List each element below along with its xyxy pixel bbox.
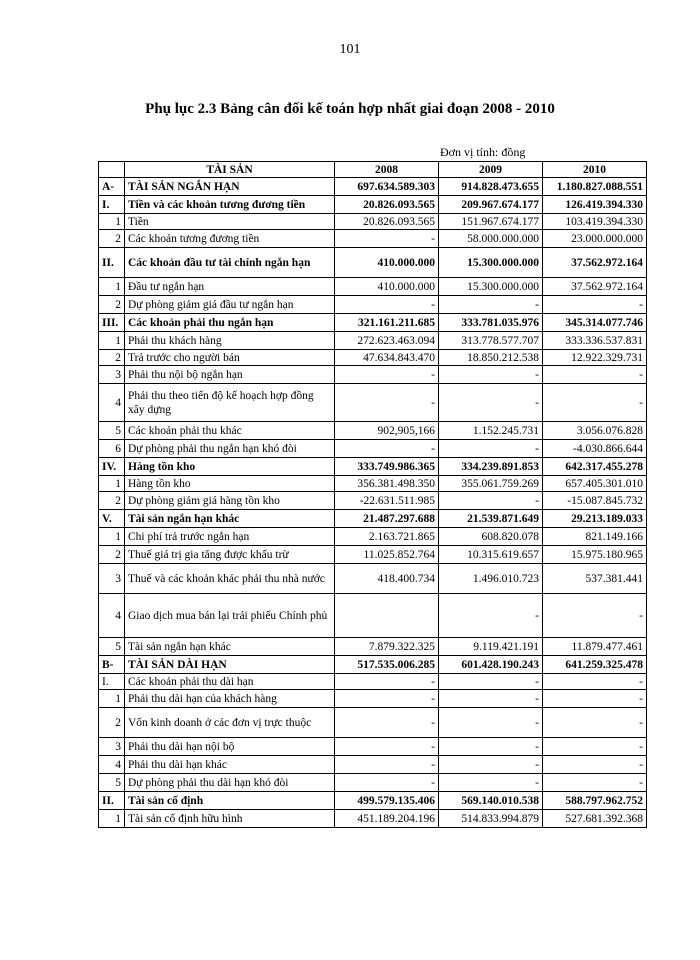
value-2010: - bbox=[543, 774, 647, 792]
row-index: 1 bbox=[99, 278, 125, 296]
value-2010: 29.213.189.033 bbox=[543, 510, 647, 528]
row-label: Tài sản ngắn hạn khác bbox=[125, 510, 335, 528]
table-row bbox=[99, 528, 647, 546]
value-2008 bbox=[335, 594, 439, 638]
value-2010: 15.975.180.965 bbox=[543, 546, 647, 564]
value-2008: - bbox=[335, 738, 439, 756]
row-label: Dự phòng phải thu dài hạn khó đòi bbox=[125, 774, 335, 792]
row-index: 5 bbox=[99, 422, 125, 440]
value-2010: 527.681.392.368 bbox=[543, 810, 647, 828]
row-index: 1 bbox=[99, 332, 125, 350]
table-row bbox=[99, 248, 647, 278]
value-2008: 410.000.000 bbox=[335, 278, 439, 296]
value-2009: - bbox=[439, 690, 543, 708]
row-label: TÀI SẢN DÀI HẠN bbox=[125, 656, 335, 674]
row-label: Chi phí trả trước ngắn hạn bbox=[125, 528, 335, 546]
table-row bbox=[99, 314, 647, 332]
header-assets: TÀI SẢN bbox=[125, 162, 335, 178]
row-label: Tài sản ngắn hạn khác bbox=[125, 638, 335, 656]
row-index: 2 bbox=[99, 708, 125, 738]
value-2009: 1.152.245.731 bbox=[439, 422, 543, 440]
row-index: 1 bbox=[99, 690, 125, 708]
table-row bbox=[99, 458, 647, 476]
table-row bbox=[99, 510, 647, 528]
value-2008: 20.826.093.565 bbox=[335, 214, 439, 230]
row-index: B- bbox=[99, 656, 125, 674]
row-label: Dự phòng giảm giá hàng tồn kho bbox=[125, 492, 335, 510]
table-row bbox=[99, 546, 647, 564]
row-index: 4 bbox=[99, 594, 125, 638]
row-label: TÀI SẢN NGẮN HẠN bbox=[125, 178, 335, 196]
value-2009: - bbox=[439, 774, 543, 792]
row-index: 1 bbox=[99, 810, 125, 828]
value-2009: - bbox=[439, 756, 543, 774]
table-row bbox=[99, 196, 647, 214]
value-2008: - bbox=[335, 690, 439, 708]
value-2009: 9.119.421.191 bbox=[439, 638, 543, 656]
row-index: 1 bbox=[99, 528, 125, 546]
row-label: Các khoản phải thu ngắn hạn bbox=[125, 314, 335, 332]
value-2008: - bbox=[335, 440, 439, 458]
value-2010: 12.922.329.731 bbox=[543, 350, 647, 366]
value-2008: - bbox=[335, 708, 439, 738]
value-2009: 15.300.000.000 bbox=[439, 278, 543, 296]
value-2010: 345.314.077.746 bbox=[543, 314, 647, 332]
value-2008: 2.163.721.865 bbox=[335, 528, 439, 546]
table-row bbox=[99, 230, 647, 248]
row-label: Phải thu dài hạn khác bbox=[125, 756, 335, 774]
value-2009: 334.239.891.853 bbox=[439, 458, 543, 476]
value-2009: 18.850.212.538 bbox=[439, 350, 543, 366]
value-2010: - bbox=[543, 756, 647, 774]
table-row bbox=[99, 656, 647, 674]
row-label: Đầu tư ngắn hạn bbox=[125, 278, 335, 296]
value-2008: - bbox=[335, 230, 439, 248]
row-index: I. bbox=[99, 196, 125, 214]
row-index: 5 bbox=[99, 638, 125, 656]
value-2008: 902,905,166 bbox=[335, 422, 439, 440]
table-row bbox=[99, 674, 647, 690]
value-2010: -4.030.866.644 bbox=[543, 440, 647, 458]
row-label: Các khoản phải thu dài hạn bbox=[125, 674, 335, 690]
row-index: 3 bbox=[99, 738, 125, 756]
row-index: 6 bbox=[99, 440, 125, 458]
row-index: 2 bbox=[99, 230, 125, 248]
value-2010: 37.562.972.164 bbox=[543, 278, 647, 296]
table-row bbox=[99, 774, 647, 792]
value-2009: 151.967.674.177 bbox=[439, 214, 543, 230]
value-2008: - bbox=[335, 674, 439, 690]
table-row bbox=[99, 214, 647, 230]
value-2010: 3.056.076.828 bbox=[543, 422, 647, 440]
table-row bbox=[99, 278, 647, 296]
value-2010: 23.000.000.000 bbox=[543, 230, 647, 248]
value-2010: - bbox=[543, 366, 647, 384]
value-2010: 1.180.827.088.551 bbox=[543, 178, 647, 196]
value-2008: 697.634.589.303 bbox=[335, 178, 439, 196]
row-label: Tiền và các khoản tương đương tiền bbox=[125, 196, 335, 214]
value-2009: 601.428.190.243 bbox=[439, 656, 543, 674]
value-2010: - bbox=[543, 674, 647, 690]
row-index: III. bbox=[99, 314, 125, 332]
value-2009: 355.061.759.269 bbox=[439, 476, 543, 492]
row-label: Thuế giá trị gia tăng được khấu trừ bbox=[125, 546, 335, 564]
unit-label: Đơn vị tính: đồng bbox=[440, 145, 526, 159]
table-header-row bbox=[99, 162, 647, 178]
value-2009: 209.967.674.177 bbox=[439, 196, 543, 214]
value-2009: 608.820.078 bbox=[439, 528, 543, 546]
header-year-2010: 2010 bbox=[543, 162, 647, 178]
value-2009: 58.000.000.000 bbox=[439, 230, 543, 248]
value-2009: 313.778.577.707 bbox=[439, 332, 543, 350]
document-title: Phụ lục 2.3 Bảng cân đối kế toán hợp nhất giai đoạn 2008 - 2010 bbox=[145, 101, 555, 117]
row-index: V. bbox=[99, 510, 125, 528]
value-2009: 333.781.035.976 bbox=[439, 314, 543, 332]
value-2009: 1.496.010.723 bbox=[439, 564, 543, 594]
row-label: Phải thu dài hạn nội bộ bbox=[125, 738, 335, 756]
table-row bbox=[99, 366, 647, 384]
value-2008: 11.025.852.764 bbox=[335, 546, 439, 564]
table-row bbox=[99, 708, 647, 738]
value-2008: 7.879.322.325 bbox=[335, 638, 439, 656]
value-2008: 517.535.006.285 bbox=[335, 656, 439, 674]
value-2009: - bbox=[439, 384, 543, 422]
value-2008: 451.189.204.196 bbox=[335, 810, 439, 828]
table-row bbox=[99, 738, 647, 756]
row-label: Tiền bbox=[125, 214, 335, 230]
value-2010: 657.405.301.010 bbox=[543, 476, 647, 492]
value-2008: 333.749.986.365 bbox=[335, 458, 439, 476]
table-row bbox=[99, 332, 647, 350]
row-index: 1 bbox=[99, 476, 125, 492]
row-index: 2 bbox=[99, 296, 125, 314]
header-year-2009: 2009 bbox=[439, 162, 543, 178]
value-2008: - bbox=[335, 384, 439, 422]
value-2008: 499.579.135.406 bbox=[335, 792, 439, 810]
value-2009: - bbox=[439, 492, 543, 510]
value-2010: - bbox=[543, 296, 647, 314]
table-row bbox=[99, 638, 647, 656]
row-index: 4 bbox=[99, 384, 125, 422]
row-index: I. bbox=[99, 674, 125, 690]
value-2009: - bbox=[439, 738, 543, 756]
table-row bbox=[99, 756, 647, 774]
value-2009: 15.300.000.000 bbox=[439, 248, 543, 278]
row-index: 3 bbox=[99, 564, 125, 594]
value-2009: 914.828.473.655 bbox=[439, 178, 543, 196]
table-row bbox=[99, 384, 647, 422]
table-row bbox=[99, 564, 647, 594]
row-label: Phải thu theo tiến độ kế hoạch hợp đồng xây dựng bbox=[125, 384, 335, 422]
row-index: IV. bbox=[99, 458, 125, 476]
value-2008: 20.826.093.565 bbox=[335, 196, 439, 214]
row-label: Hàng tồn kho bbox=[125, 476, 335, 492]
row-label: Phải thu khách hàng bbox=[125, 332, 335, 350]
value-2008: 410.000.000 bbox=[335, 248, 439, 278]
row-index: II. bbox=[99, 792, 125, 810]
value-2010: 37.562.972.164 bbox=[543, 248, 647, 278]
row-label: Dự phòng giảm giá đầu tư ngắn hạn bbox=[125, 296, 335, 314]
balance-sheet-table bbox=[98, 161, 647, 828]
row-label: Dự phòng phải thu ngắn hạn khó đòi bbox=[125, 440, 335, 458]
value-2009: 569.140.010.538 bbox=[439, 792, 543, 810]
value-2009: 21.539.871.649 bbox=[439, 510, 543, 528]
table-row bbox=[99, 178, 647, 196]
table-row bbox=[99, 792, 647, 810]
header-year-2008: 2008 bbox=[335, 162, 439, 178]
row-index: 2 bbox=[99, 492, 125, 510]
value-2008: 272.623.463.094 bbox=[335, 332, 439, 350]
table-row bbox=[99, 492, 647, 510]
table-body bbox=[99, 178, 647, 828]
row-label: Giao dịch mua bán lại trái phiếu Chính phủ bbox=[125, 594, 335, 638]
value-2008: - bbox=[335, 756, 439, 774]
table-row bbox=[99, 476, 647, 492]
value-2008: - bbox=[335, 774, 439, 792]
table-row bbox=[99, 440, 647, 458]
table-row bbox=[99, 422, 647, 440]
value-2008: 21.487.297.688 bbox=[335, 510, 439, 528]
value-2010: 537.381.441 bbox=[543, 564, 647, 594]
row-label: Các khoản đầu tư tài chính ngắn hạn bbox=[125, 248, 335, 278]
table-row bbox=[99, 296, 647, 314]
value-2010: - bbox=[543, 384, 647, 422]
table-row bbox=[99, 810, 647, 828]
value-2009: - bbox=[439, 594, 543, 638]
row-label: Các khoản phải thu khác bbox=[125, 422, 335, 440]
row-label: Vốn kinh doanh ở các đơn vị trực thuộc bbox=[125, 708, 335, 738]
value-2009: 10.315.619.657 bbox=[439, 546, 543, 564]
row-index: 4 bbox=[99, 756, 125, 774]
table-row bbox=[99, 350, 647, 366]
value-2008: - bbox=[335, 296, 439, 314]
row-index: 2 bbox=[99, 546, 125, 564]
row-index: 2 bbox=[99, 350, 125, 366]
table-row bbox=[99, 690, 647, 708]
row-index: A- bbox=[99, 178, 125, 196]
row-label: Tài sản cố định bbox=[125, 792, 335, 810]
value-2009: - bbox=[439, 708, 543, 738]
row-label: Phải thu dài hạn của khách hàng bbox=[125, 690, 335, 708]
row-label: Phải thu nội bộ ngắn hạn bbox=[125, 366, 335, 384]
value-2010: 821.149.166 bbox=[543, 528, 647, 546]
row-index: 1 bbox=[99, 214, 125, 230]
row-index: II. bbox=[99, 248, 125, 278]
value-2010: 588.797.962.752 bbox=[543, 792, 647, 810]
row-index: 5 bbox=[99, 774, 125, 792]
value-2010: - bbox=[543, 594, 647, 638]
value-2008: - bbox=[335, 366, 439, 384]
value-2010: 333.336.537.831 bbox=[543, 332, 647, 350]
value-2010: 641.259.325.478 bbox=[543, 656, 647, 674]
value-2010: 126.419.394.330 bbox=[543, 196, 647, 214]
table-row bbox=[99, 594, 647, 638]
value-2009: - bbox=[439, 674, 543, 690]
value-2009: - bbox=[439, 366, 543, 384]
header-index-cell bbox=[99, 162, 125, 178]
value-2010: 11.879.477.461 bbox=[543, 638, 647, 656]
value-2009: - bbox=[439, 440, 543, 458]
row-label: Các khoản tương đương tiền bbox=[125, 230, 335, 248]
row-label: Trả trước cho người bán bbox=[125, 350, 335, 366]
row-label: Hàng tồn kho bbox=[125, 458, 335, 476]
value-2010: 642.317.455.278 bbox=[543, 458, 647, 476]
value-2009: - bbox=[439, 296, 543, 314]
value-2010: 103.419.394.330 bbox=[543, 214, 647, 230]
value-2010: -15.087.845.732 bbox=[543, 492, 647, 510]
value-2008: 321.161.211.685 bbox=[335, 314, 439, 332]
value-2009: 514.833.994.879 bbox=[439, 810, 543, 828]
row-index: 3 bbox=[99, 366, 125, 384]
row-label: Tài sản cố định hữu hình bbox=[125, 810, 335, 828]
value-2010: - bbox=[543, 708, 647, 738]
value-2010: - bbox=[543, 738, 647, 756]
row-label: Thuế và các khoản khác phải thu nhà nước bbox=[125, 564, 335, 594]
value-2008: -22.631.511.985 bbox=[335, 492, 439, 510]
value-2008: 418.400.734 bbox=[335, 564, 439, 594]
value-2010: - bbox=[543, 690, 647, 708]
value-2008: 47.634.843.470 bbox=[335, 350, 439, 366]
value-2008: 356.381.498.350 bbox=[335, 476, 439, 492]
page-number: 101 bbox=[339, 42, 361, 57]
